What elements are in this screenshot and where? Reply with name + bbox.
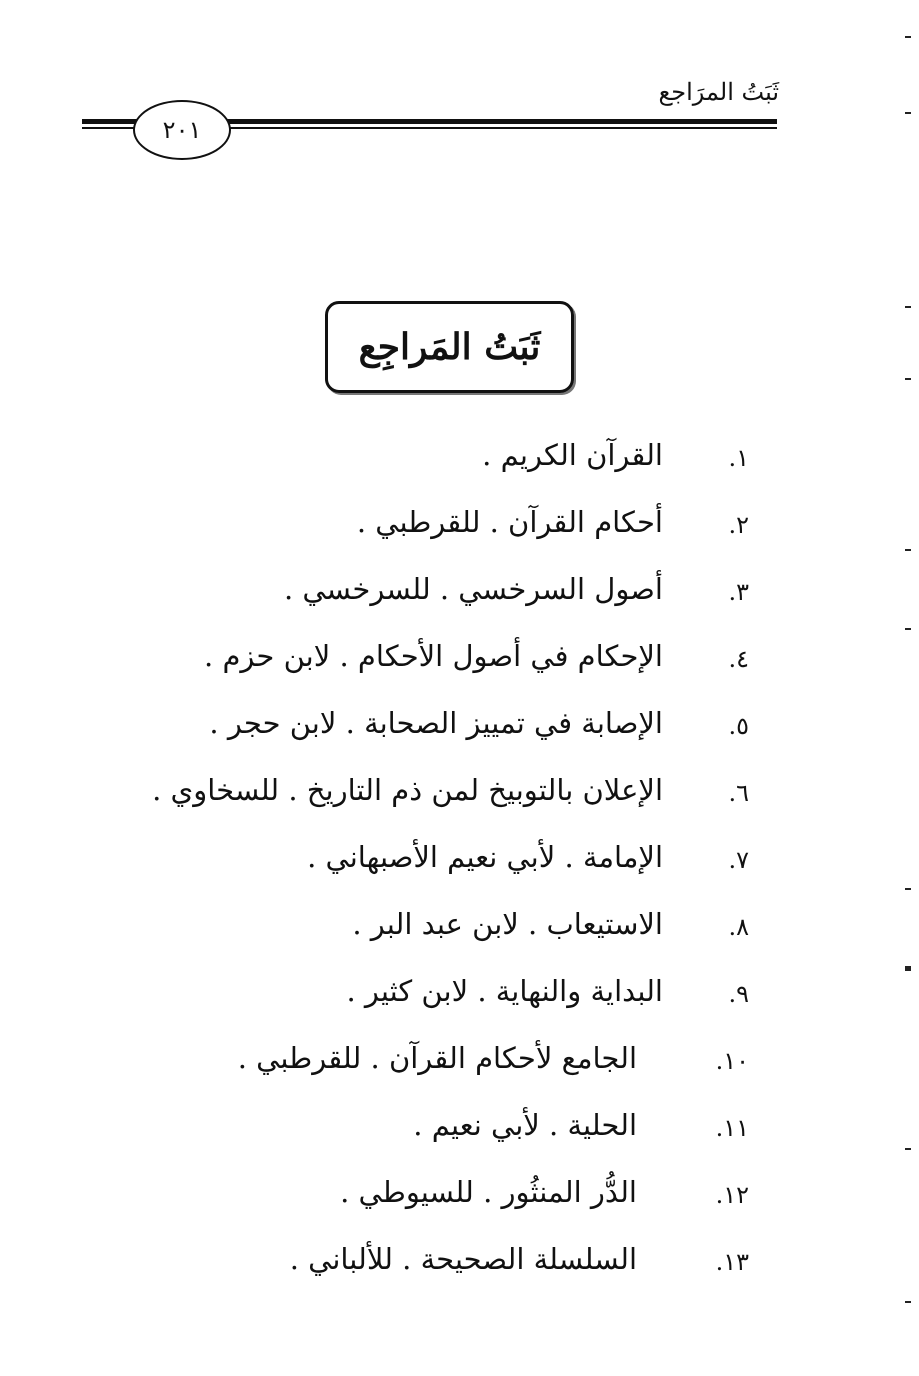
item-number: ٢. xyxy=(728,511,749,539)
list-item xyxy=(0,840,919,890)
item-number: ٧. xyxy=(728,846,749,874)
list-item xyxy=(0,706,919,756)
item-text: الإصابة في تمييز الصحابة . لابن حجر . xyxy=(209,706,663,740)
item-text: القرآن الكريم . xyxy=(482,438,663,472)
item-number: ٤. xyxy=(728,645,749,673)
edge-mark xyxy=(905,888,911,890)
item-number: ١٣. xyxy=(715,1248,749,1276)
list-item xyxy=(0,1242,919,1292)
edge-mark xyxy=(905,549,911,551)
edge-mark xyxy=(905,112,911,114)
item-number: ٩. xyxy=(728,980,749,1008)
running-title: ثَبَتُ المرَاجع xyxy=(658,78,779,106)
item-number: ٨. xyxy=(728,913,749,941)
edge-mark xyxy=(905,1301,911,1303)
list-item xyxy=(0,572,919,622)
list-item xyxy=(0,773,919,823)
section-title: ثَبَتُ المَراجِع xyxy=(325,301,574,393)
edge-mark xyxy=(905,36,911,38)
list-item xyxy=(0,505,919,555)
item-text: الإحكام في أصول الأحكام . لابن حزم . xyxy=(204,639,663,673)
edge-mark xyxy=(905,306,911,308)
list-item xyxy=(0,974,919,1024)
item-text: الاستيعاب . لابن عبد البر . xyxy=(352,907,663,941)
item-number: ١٠. xyxy=(715,1047,749,1075)
item-number: ١١. xyxy=(715,1114,749,1142)
list-item xyxy=(0,1108,919,1158)
list-item xyxy=(0,438,919,488)
item-number: ١٢. xyxy=(715,1181,749,1209)
item-text: الإمامة . لأبي نعيم الأصبهاني . xyxy=(307,840,663,874)
list-item xyxy=(0,907,919,957)
edge-mark xyxy=(905,966,911,971)
item-text: الحلية . لأبي نعيم . xyxy=(413,1108,637,1142)
item-text: أحكام القرآن . للقرطبي . xyxy=(356,505,663,539)
item-number: ١. xyxy=(728,444,749,472)
page-number: ٢٠١ xyxy=(133,100,231,160)
item-text: الجامع لأحكام القرآن . للقرطبي . xyxy=(237,1041,637,1075)
item-text: الإعلان بالتوبيخ لمن ذم التاريخ . للسخاوي . xyxy=(152,773,663,807)
list-item xyxy=(0,1175,919,1225)
item-number: ٦. xyxy=(728,779,749,807)
item-text: السلسلة الصحيحة . للألباني . xyxy=(289,1242,637,1276)
item-text: أصول السرخسي . للسرخسي . xyxy=(283,572,663,606)
item-text: البداية والنهاية . لابن كثير . xyxy=(346,974,663,1008)
list-item xyxy=(0,639,919,689)
list-item xyxy=(0,1041,919,1091)
item-number: ٥. xyxy=(728,712,749,740)
edge-mark xyxy=(905,1148,911,1150)
edge-mark xyxy=(905,628,911,630)
item-number: ٣. xyxy=(728,578,749,606)
item-text: الدُّر المنثُور . للسيوطي . xyxy=(340,1175,637,1209)
edge-mark xyxy=(905,378,911,380)
